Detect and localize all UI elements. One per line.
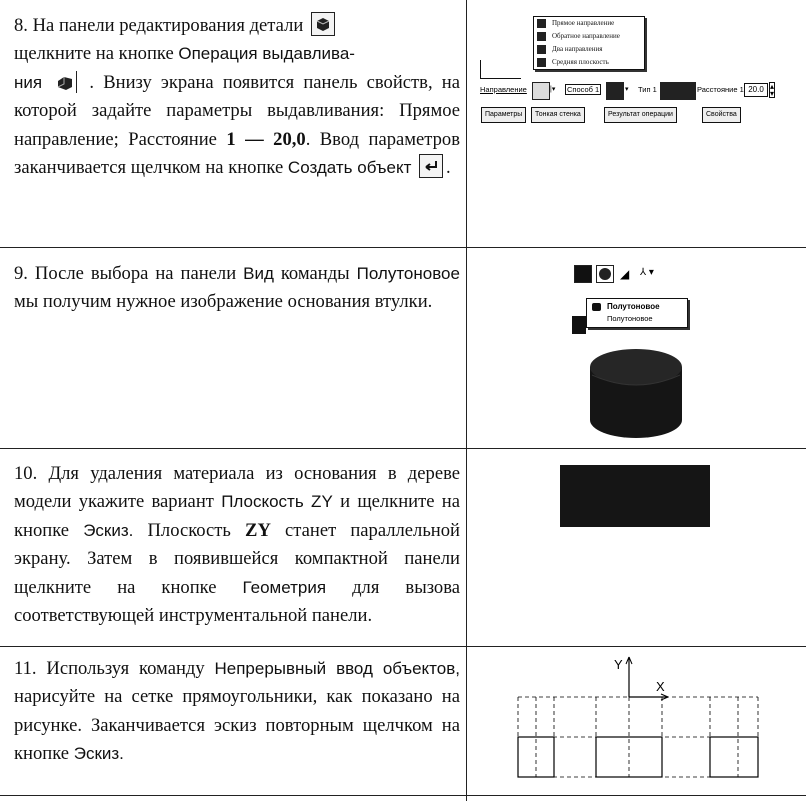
reverse-direction-icon	[537, 32, 546, 41]
menu-item[interactable]: Полутоновое	[607, 314, 653, 323]
row-divider	[0, 795, 806, 796]
forward-direction-icon	[537, 19, 546, 28]
chevron-down-icon[interactable]: |▾	[550, 86, 556, 93]
middle-plane-icon	[537, 58, 546, 67]
step-number: 11.	[14, 658, 37, 679]
menu-item[interactable]: Обратное направление	[534, 30, 644, 43]
cylinder-render	[586, 345, 686, 440]
y-axis-label: Y	[614, 657, 623, 672]
method-select[interactable]: Способ 1	[567, 85, 600, 94]
menu-item[interactable]: Полутоновое	[587, 301, 687, 313]
wireframe-button[interactable]	[574, 265, 592, 283]
menu-item[interactable]: Средняя плоскость	[534, 56, 644, 69]
perspective-icon[interactable]: ◢	[620, 267, 630, 281]
tab-operation-result[interactable]: Результат операции	[604, 107, 677, 123]
chevron-down-icon[interactable]: ▾	[625, 86, 629, 93]
type-button-2[interactable]	[678, 82, 696, 100]
method-button[interactable]	[606, 82, 624, 100]
distance-label: Расстояние 1	[697, 85, 744, 94]
direction-label: Направление	[480, 85, 527, 94]
direction-select-button[interactable]	[532, 82, 550, 100]
shaded-mode-icon	[592, 303, 601, 311]
step-10-text: 10. Для удаления материала из основания в дереве модели укажите вариант Плоскость ZY и щелкните на кнопке Эскиз. Плоскость ZY станет параллельной экрану. Затем в появившейся компактной панели щелкните на кнопке Геометрия для вызова соответствующей инструментальной панели.	[14, 460, 460, 630]
edit-part-panel-icon	[311, 12, 335, 36]
x-axis-label: X	[656, 679, 665, 694]
cylinder-side-view	[560, 465, 710, 527]
direction-dropdown-menu	[533, 16, 645, 70]
sketch-rectangles	[518, 737, 758, 777]
type-label: Тип 1	[638, 85, 657, 94]
view-toolbar	[574, 264, 694, 284]
view-mode-dropdown	[586, 298, 688, 328]
step-number: 10.	[14, 463, 38, 484]
step-number: 8.	[14, 15, 28, 36]
tab-parameters[interactable]: Параметры	[481, 107, 526, 123]
menu-item[interactable]: Прямое направление	[534, 17, 644, 30]
row-divider	[0, 646, 806, 647]
step-11-text: 11. Используя команду Непрерывный ввод объектов, нарисуйте на сетке прямоугольники, как показано на рисунке. Заканчивается эскиз повторным щелчком на кнопке Эскиз.	[14, 655, 460, 769]
row-divider	[0, 247, 806, 248]
two-directions-icon	[537, 45, 546, 54]
step-number: 9.	[14, 263, 28, 284]
orientation-icon[interactable]: ⅄ ▾	[640, 267, 654, 278]
menu-item[interactable]: Два направления	[534, 43, 644, 56]
row-divider	[0, 448, 806, 449]
shaded-button[interactable]	[596, 265, 614, 283]
spinner-icon[interactable]: ▴ ▾	[770, 82, 775, 98]
sketch-grid-drawing	[506, 655, 768, 790]
step-8-text: 8. На панели редактирования детали щелкните на кнопке Операция выдавлива- ния . Внизу экрана появится панель свойств, на которой задайте параметры выдавливания: Прямое направление; Расстояние 1 — 20,0. Ввод параметров заканчивается щелчком на кнопке Создать объект .	[14, 12, 460, 182]
column-divider	[466, 0, 467, 801]
property-panel-edge	[480, 60, 521, 79]
distance-input[interactable]: 20.0	[744, 83, 768, 97]
create-object-icon	[419, 154, 443, 178]
type-button-1[interactable]	[660, 82, 678, 100]
toolbar-shadow	[572, 316, 586, 334]
step-9-text: 9. После выбора на панели Вид команды Полутоновое мы получим нужное изображение основания втулки.	[14, 260, 460, 317]
tab-properties[interactable]: Свойства	[702, 107, 741, 123]
tab-thin-wall[interactable]: Тонкая стенка	[531, 107, 585, 123]
extrude-operation-icon	[54, 71, 77, 93]
